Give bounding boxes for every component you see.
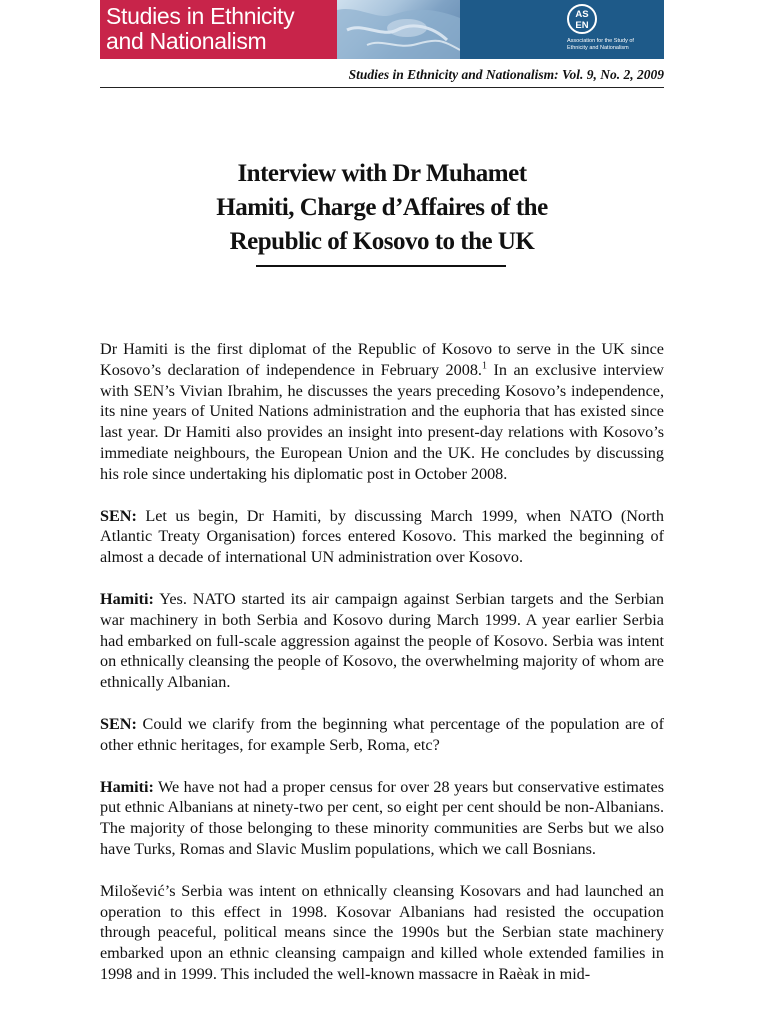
speaker-label: SEN: [100,506,137,525]
journal-banner [100,0,664,59]
footnote-marker[interactable]: 1 [481,360,487,372]
speaker-label: SEN: [100,714,137,733]
exchange-paragraph [100,714,664,756]
exchange-paragraph [100,506,664,568]
association-name [567,38,657,51]
journal-title-line1: Studies in Ethnicity [106,3,295,29]
exchange-text: We have not had a proper census for over 28 years but conservative estimates put ethnic Albanians at ninety-two per cent, so eight per cent should be non-Albanians. The majority of those belonging to these minority communities are Serbs but we also have Turks, Romas and Slavic Muslim populations, which we call Bosnians. [100,777,664,858]
article-body [100,339,664,1006]
exchange-text: Let us begin, Dr Hamiti, by discussing March 1999, when NATO (North Atlantic Treaty Organisation) forces entered Kosovo. This marked the beginning of almost a decade of international UN administration over Kosovo. [100,506,664,567]
asen-logo [567,4,597,34]
speaker-label: Hamiti: [100,589,154,608]
title-line1: Interview with Dr Muhamet [237,160,527,187]
exchange-text: Could we clarify from the beginning what percentage of the population are of other ethnic heritages, for example Serb, Roma, etc? [100,714,664,754]
journal-citation: Studies in Ethnicity and Nationalism: Vol. 9, No. 2, 2009 [348,67,664,82]
title-underline [256,265,506,267]
speaker-label: Hamiti: [100,777,154,796]
association-name-line2: Ethnicity and Nationalism [567,44,629,51]
title-line2: Hamiti, Charge d’Affaires of the [216,194,548,221]
intro-paragraph [100,339,664,485]
association-panel [460,0,664,59]
header-divider [100,87,664,88]
title-line3: Republic of Kosovo to the UK [229,228,535,255]
journal-title-block [100,0,337,59]
intro-text-start: Dr Hamiti is the first diplomat of the Republic of Kosovo to serve in the UK since Kosovo’s declaration of independence in February 2008. [100,340,664,379]
article-title [100,157,664,259]
journal-title-line2: and Nationalism [106,28,267,54]
exchange-paragraph [100,777,664,860]
association-name-line1: Association for the Study of [567,38,634,44]
logo-text-top: AS [575,9,589,20]
banner-globe-image [337,0,460,59]
exchange-paragraph [100,589,664,693]
exchange-text: Yes. NATO started its air campaign against Serbian targets and the Serbian war machinery in both Serbia and Kosovo during March 1999. A year earlier Serbia had embarked on full-scale aggression against the people of Kosovo. Serbia was intent on ethnically cleansing the people of Kosovo, the overwhelming majority of whom are ethnically Albanian. [100,589,664,692]
logo-text-bottom: EN [575,20,589,31]
body-paragraph: Milošević’s Serbia was intent on ethnically cleansing Kosovars and had launched an operation to this effect in 1998. Kosovar Albanians had resisted the occupation through peaceful, political means since the 1990s but the Serbian state machinery embarked upon an ethnic cleansing campaign and killed whole extended families in 1998 and in 1999. This included the well-known massacre in Raèak in mid- [100,881,664,983]
intro-text-end: In an exclusive interview with SEN’s Vivian Ibrahim, he discusses the years preceding Kosovo’s independence, its nine years of United Nations administration and the euphoria that has existed since last year. Dr Hamiti also provides an insight into present-day relations with Kosovo’s immediate neighbours, the European Union and the UK. He concludes by discussing his role since undertaking his diplomatic post in October 2008. [100,360,665,483]
